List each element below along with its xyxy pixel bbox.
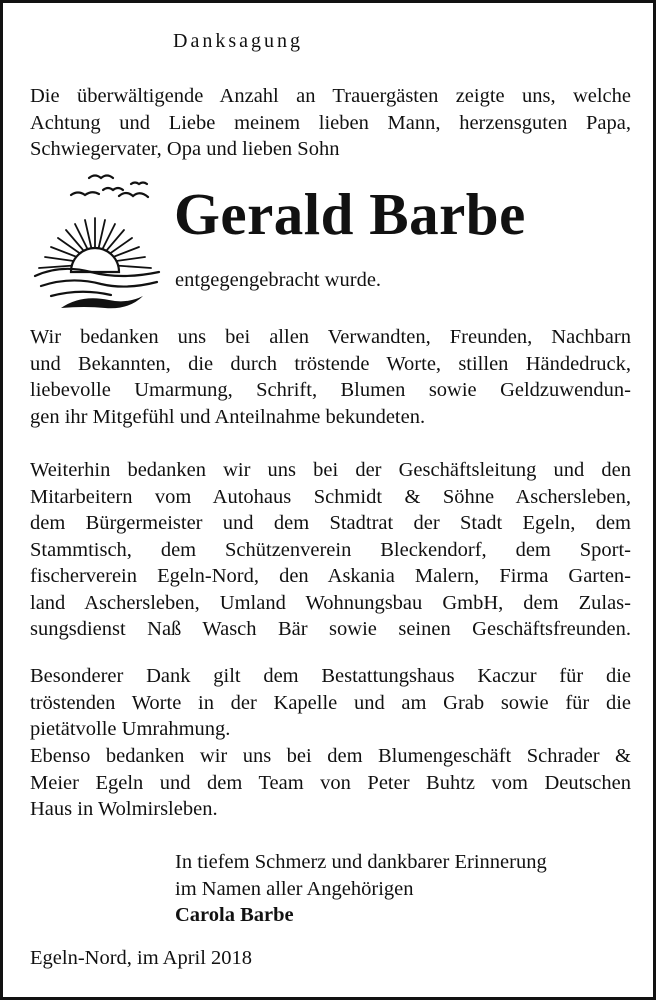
deceased-name: Gerald Barbe bbox=[174, 181, 526, 247]
intro-paragraph bbox=[30, 83, 631, 163]
closing-line: im Namen aller Angehörigen bbox=[175, 877, 414, 900]
closing-block bbox=[175, 849, 547, 929]
paragraph-line: Meier Egeln und dem Team von Peter Buhtz vom Deutschen bbox=[30, 771, 631, 794]
paragraph-line: gen ihr Mitgefühl und Anteilnahme bekundeten. bbox=[30, 405, 426, 428]
paragraph-line: tröstenden Worte in der Kapelle und am Grab sowie für die bbox=[30, 691, 631, 714]
thanks-florist-paragraph bbox=[30, 743, 631, 823]
intro-line: Achtung und Liebe meinem lieben Mann, herzensguten Papa, bbox=[30, 111, 631, 134]
place-date: Egeln-Nord, im April 2018 bbox=[30, 947, 253, 969]
paragraph-line: Besonderer Dank gilt dem Bestattungshaus Kaczur für die bbox=[30, 665, 631, 687]
paragraph-line: sungsdienst Naß Wasch Bär sowie seinen Geschäftsfreunden. bbox=[30, 618, 631, 640]
paragraph-line: Wir bedanken uns bei allen Verwandten, Freunden, Nachbarn bbox=[30, 326, 631, 348]
paragraph-line: liebevolle Umarmung, Schrift, Blumen sowie Geldzuwendun- bbox=[30, 379, 631, 401]
paragraph-line: Stammtisch, dem Schützenverein Bleckendorf, dem Sport- bbox=[30, 538, 631, 561]
notice-heading: Danksagung bbox=[173, 30, 303, 52]
paragraph-line: fischerverein Egeln-Nord, den Askania Malern, Firma Garten- bbox=[30, 565, 631, 587]
paragraph-line: und Bekannten, die durch tröstende Worte, stillen Händedruck, bbox=[30, 352, 631, 375]
thanks-funeral-home-paragraph bbox=[30, 663, 631, 743]
paragraph-line: Haus in Wolmirsleben. bbox=[30, 798, 218, 820]
thanks-companies-paragraph bbox=[30, 457, 631, 643]
intro-continuation: entgegengebracht wurde. bbox=[175, 269, 382, 291]
intro-line: Die überwältigende Anzahl an Trauergästen zeigte uns, welche bbox=[30, 85, 631, 107]
paragraph-line: pietätvolle Umrahmung. bbox=[30, 718, 231, 740]
sunset-birds-icon bbox=[31, 168, 163, 313]
paragraph-line: dem Bürgermeister und dem Stadtrat der Stadt Egeln, dem bbox=[30, 512, 631, 534]
paragraph-line: Mitarbeitern vom Autohaus Schmidt & Söhne Aschersleben, bbox=[30, 485, 631, 508]
paragraph-line: Ebenso bedanken wir uns bei dem Blumengeschäft Schrader & bbox=[30, 745, 631, 767]
closing-line: In tiefem Schmerz und dankbarer Erinnerung bbox=[175, 851, 547, 873]
thanks-relatives-paragraph bbox=[30, 324, 631, 430]
paragraph-line: Weiterhin bedanken wir uns bei der Geschäftsleitung und den bbox=[30, 459, 631, 481]
signer-name: Carola Barbe bbox=[175, 904, 294, 926]
intro-line: Schwiegervater, Opa und lieben Sohn bbox=[30, 138, 340, 160]
paragraph-line: land Aschersleben, Umland Wohnungsbau GmbH, dem Zulas- bbox=[30, 591, 631, 614]
